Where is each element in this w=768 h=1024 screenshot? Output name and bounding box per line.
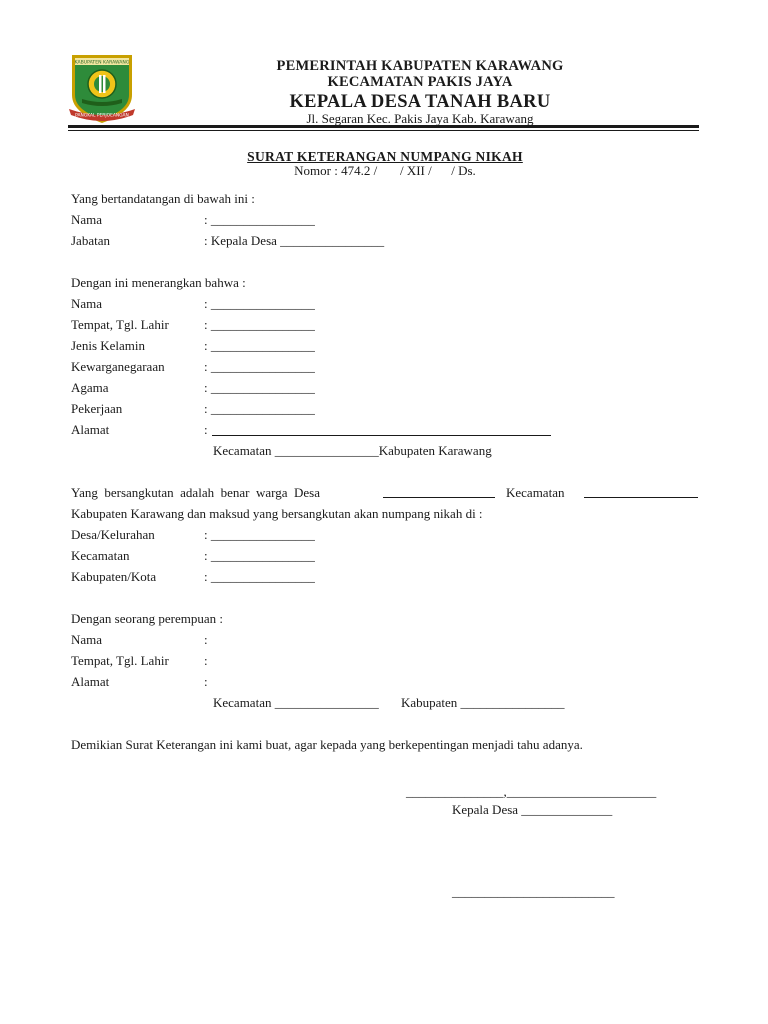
woman-address-colon: : [204,674,208,689]
signer-name-value: : ________________ [204,212,315,227]
logo-bottom-text: PANGKAL PERJOEANGAN [75,113,129,119]
woman-address-kabupaten: Kabupaten ________________ [401,695,565,710]
subject-nationality-value: : ________________ [204,359,315,374]
header-rule-thin [68,130,699,131]
karawang-regency-logo [66,51,138,125]
subject-religion-value: : ________________ [204,380,315,395]
subject-address-line2: Kecamatan ________________Kabupaten Karawang [213,443,492,458]
signature-name-line: _________________________ [452,884,615,899]
subject-name-value: : ________________ [204,296,315,311]
subject-nationality-label: Kewarganegaraan [71,359,165,374]
destination-para-kecamatan: Kecamatan [506,485,565,500]
destination-village-blank [383,497,495,498]
subject-address-blank [212,435,551,436]
woman-address-kecamatan: Kecamatan ________________ [213,695,379,710]
destination-regency-label: Kabupaten/Kota [71,569,157,584]
signature-role: Kepala Desa ______________ [452,802,613,817]
letter-title: SURAT KETERANGAN NUMPANG NIKAH [247,149,523,164]
destination-village-label: Desa/Kelurahan [71,527,155,542]
letter-number: Nomor : 474.2 / / XII / / Ds. [294,163,476,178]
destination-district-label: Kecamatan [71,548,130,563]
woman-address-label: Alamat [71,674,110,689]
woman-birth-label: Tempat, Tgl. Lahir [71,653,169,668]
subject-gender-value: : ________________ [204,338,315,353]
subject-address-label: Alamat [71,422,110,437]
header-government: PEMERINTAH KABUPATEN KARAWANG [276,58,564,74]
woman-intro: Dengan seorang perempuan : [71,611,223,626]
header-village-head: KEPALA DESA TANAH BARU [289,92,551,112]
subject-birth-label: Tempat, Tgl. Lahir [71,317,169,332]
subject-occupation-value: : ________________ [204,401,315,416]
woman-name-label: Nama [71,632,103,647]
signature-place-date: _______________,_______________________ [406,784,657,799]
destination-kecamatan-blank [584,497,698,498]
destination-para-line2: Kabupaten Karawang dan maksud yang bersangkutan akan numpang nikah di : [71,506,483,521]
destination-para-line1: Yang bersangkutan adalah benar warga Desa [71,485,320,500]
subject-name-label: Nama [71,296,103,311]
header-district: KECAMATAN PAKIS JAYA [327,74,513,90]
header-address: Jl. Segaran Kec. Pakis Jaya Kab. Karawang [306,111,534,126]
destination-district-value: : ________________ [204,548,315,563]
subject-gender-label: Jenis Kelamin [71,338,146,353]
woman-name-colon: : [204,632,208,647]
header-rule-thick [68,125,699,128]
closing-statement: Demikian Surat Keterangan ini kami buat, agar kepada yang berkepentingan menjadi tahu adanya. [71,737,583,752]
subject-address-colon: : [204,422,208,437]
subject-religion-label: Agama [71,380,109,395]
destination-regency-value: : ________________ [204,569,315,584]
signer-name-label: Nama [71,212,103,227]
subject-birth-value: : ________________ [204,317,315,332]
subject-occupation-label: Pekerjaan [71,401,123,416]
destination-village-value: : ________________ [204,527,315,542]
signer-position-label: Jabatan [71,233,110,248]
signer-position-value: : Kepala Desa ________________ [204,233,385,248]
woman-birth-colon: : [204,653,208,668]
subject-intro: Dengan ini menerangkan bahwa : [71,275,246,290]
logo-top-text: KABUPATEN KARAWANG [74,60,130,66]
signer-intro: Yang bertandatangan di bawah ini : [71,191,255,206]
